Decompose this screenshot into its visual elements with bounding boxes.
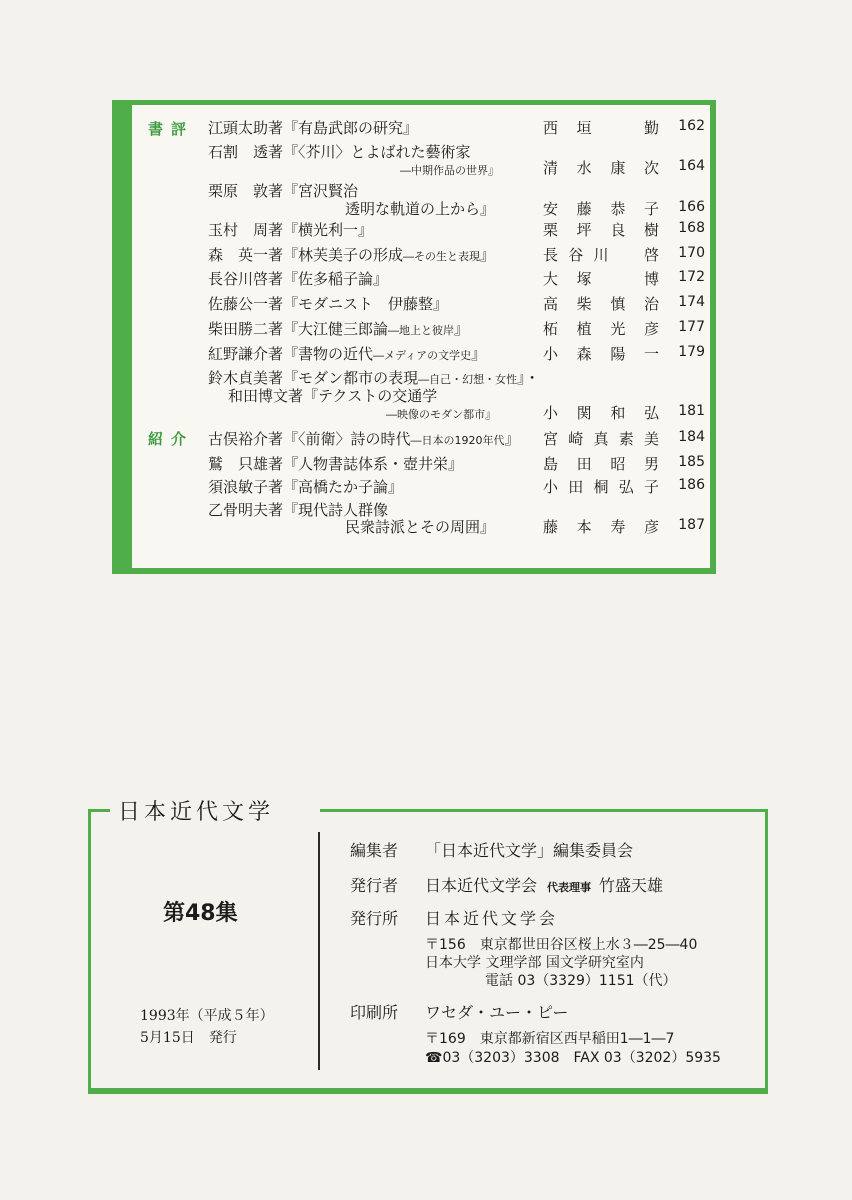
entry-reviewer: 柘植光彦	[543, 320, 659, 338]
entry-reviewer: 高柴慎治	[543, 295, 659, 313]
entry-page: 186	[678, 477, 705, 493]
office-value: 日本近代文学会	[425, 909, 559, 928]
entry-page: 172	[678, 269, 705, 285]
printer-label: 印刷所	[350, 1003, 399, 1022]
entry-page: 185	[678, 454, 705, 470]
editor-label: 編集者	[350, 841, 399, 860]
entry-title-line2: 和田博文著『テクストの交通学	[228, 387, 438, 405]
entry-page: 187	[678, 517, 705, 533]
colophon-divider	[318, 832, 320, 1070]
colophon-title: 日本近代文学	[118, 800, 275, 825]
entry-page: 164	[678, 158, 705, 174]
entry-title: 古俣裕介著『〈前衛〉詩の時代―日本の1920年代』	[208, 430, 520, 448]
entry-title: 須浪敏子著『高橋たか子論』	[208, 478, 404, 496]
entry-title: 長谷川啓著『佐多稲子論』	[208, 270, 389, 288]
section-label-introductions: 紹介	[148, 430, 195, 448]
entry-reviewer: 小田桐弘子	[543, 478, 659, 496]
entry-page: 162	[678, 118, 705, 134]
entry-title: 佐藤公一著『モダニスト 伊藤整』	[208, 295, 449, 313]
entry-page: 170	[678, 245, 705, 261]
entry-title-line2: 民衆詩派とその周囲』	[345, 518, 496, 536]
entry-title-line2: 透明な軌道の上から』	[345, 200, 496, 218]
entry-reviewer: 小関和弘	[543, 404, 659, 422]
entry-title: 森 英一著『林芙美子の形成―その生と表現』	[208, 246, 496, 264]
publication-date-day: 5月15日 発行	[140, 1030, 237, 1046]
office-address-dept: 日本大学 文理学部 国文学研究室内	[425, 955, 644, 971]
entry-page: 181	[678, 403, 705, 419]
entry-reviewer: 小森陽一	[543, 345, 659, 363]
printer-contact: ☎03（3203）3308 FAX 03（3202）5935	[425, 1050, 721, 1066]
entry-title: 玉村 周著『横光利一』	[208, 221, 374, 239]
entry-reviewer: 栗坪良樹	[543, 221, 659, 239]
entry-title: 栗原 敦著『宮沢賢治	[208, 182, 359, 200]
printer-value: ワセダ・ユー・ピー	[425, 1003, 569, 1022]
entry-title: 紅野謙介著『書物の近代―メディアの文学史』	[208, 345, 487, 363]
representative-label: 代表理事	[547, 881, 592, 894]
entry-title: 鈴木貞美著『モダン都市の表現―自己・幻想・女性』・	[208, 369, 540, 387]
office-phone: 電話 03（3329）1151（代）	[485, 973, 677, 989]
entry-reviewer: 大塚 博	[543, 270, 659, 288]
entry-reviewer: 清水康次	[543, 159, 659, 177]
entry-subtitle: ―中期作品の世界』	[400, 164, 499, 177]
entry-reviewer: 安藤恭子	[543, 200, 659, 218]
volume-number: 第48集	[163, 901, 238, 926]
entry-page: 177	[678, 319, 705, 335]
entry-title: 石割 透著『〈芥川〉とよばれた藝術家	[208, 143, 471, 161]
entry-page: 174	[678, 294, 705, 310]
entry-title: 乙骨明夫著『現代詩人群像	[208, 501, 389, 519]
office-label: 発行所	[350, 909, 399, 928]
publisher-label: 発行者	[350, 876, 399, 895]
colophon-frame-bottom	[88, 1088, 768, 1094]
entry-title: 鷲 只雄著『人物書誌体系・壺井栄』	[208, 455, 464, 473]
office-address: 〒156 東京都世田谷区桜上水３―25―40	[425, 937, 698, 953]
colophon-frame-right	[765, 809, 768, 1091]
entry-subtitle: ―映像のモダン都市』	[386, 408, 497, 421]
entry-reviewer: 西垣 勤	[543, 119, 659, 137]
entry-title: 江頭太助著『有島武郎の研究』	[208, 119, 419, 137]
entry-reviewer: 長谷川 啓	[543, 246, 659, 264]
entry-title: 柴田勝二著『大江健三郎論―地上と彼岸』	[208, 320, 470, 338]
editor-value: 「日本近代文学」編集委員会	[425, 841, 634, 860]
printer-address: 〒169 東京都新宿区西早稲田1―1―7	[425, 1031, 675, 1047]
publisher-value: 日本近代文学会 代表理事 竹盛天雄	[425, 876, 664, 895]
entry-reviewer: 藤本寿彦	[543, 518, 659, 536]
entry-reviewer: 宮崎真素美	[543, 430, 659, 448]
section-label-reviews: 書評	[148, 120, 195, 138]
entry-reviewer: 島田昭男	[543, 455, 659, 473]
entry-page: 168	[678, 220, 705, 236]
entry-page: 166	[678, 199, 705, 215]
representative-name: 竹盛天雄	[599, 876, 664, 895]
entry-page: 184	[678, 429, 705, 445]
colophon-frame-left	[88, 809, 91, 1091]
entry-page: 179	[678, 344, 705, 360]
publication-date-year: 1993年（平成５年）	[140, 1008, 274, 1024]
